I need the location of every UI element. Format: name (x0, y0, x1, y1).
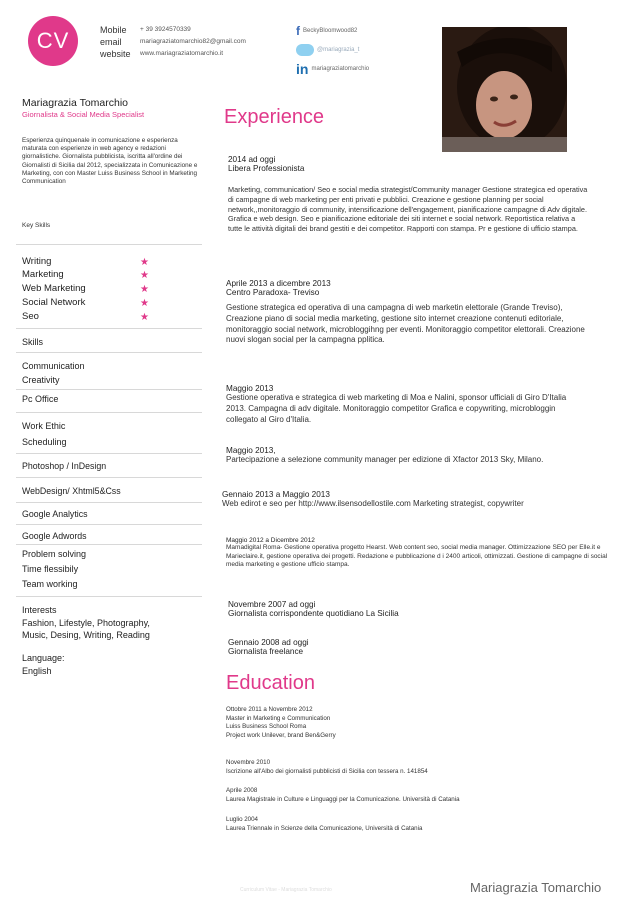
divider (16, 389, 202, 390)
job-role: Giornalista corrispondente quotidiano La Sicilia (228, 609, 399, 618)
language-value: English (22, 666, 52, 676)
contact-labels (100, 24, 131, 60)
divider (16, 477, 202, 478)
divider (16, 453, 202, 454)
skill-google-adwords: Google Adwords (22, 531, 87, 541)
education-item: Luglio 2004 Laurea Triennale in Scienze della Comunicazione, Università di Catania (226, 816, 423, 832)
job-date: 2014 ad oggi (228, 155, 276, 164)
cv-logo: CV (28, 16, 78, 66)
star-icon: ★ (140, 298, 149, 309)
job-date: Novembre 2007 ad oggi (228, 600, 316, 609)
key-skill-marketing: Marketing (22, 269, 64, 280)
job-entry-1 (228, 155, 588, 234)
divider (16, 544, 202, 545)
job-date: Gennaio 2008 ad oggi (228, 638, 309, 647)
job-desc: Web edirot e seo per http://www.ilsensodellostile.com Marketing strategist, copywriter (222, 499, 524, 508)
contact-email[interactable]: mariagraziatomarchio82@gmail.com (140, 38, 246, 45)
job-date: Maggio 2012 a Dicembre 2012 (226, 537, 315, 544)
contact-mobile: + 39 3924570339 (140, 26, 191, 33)
star-icon: ★ (140, 312, 149, 323)
job-date: Aprile 2013 a dicembre 2013 (226, 279, 331, 288)
job-entry-2 (226, 279, 596, 346)
skill-work-ethic: Work Ethic (22, 421, 66, 431)
divider (16, 524, 202, 525)
star-icon: ★ (140, 257, 149, 268)
skill-time-flexibility: Time flessibily (22, 564, 79, 574)
job-entry-6 (226, 537, 622, 570)
interests-text: Fashion, Lifestyle, Photography, Music, Desing, Writing, Reading (22, 618, 150, 640)
star-icon: ★ (140, 284, 149, 295)
linkedin-icon: in (296, 61, 309, 77)
skill-photoshop: Photoshop / InDesign (22, 461, 107, 471)
contact-website[interactable]: www.mariagraziatomarchio.it (140, 50, 224, 57)
key-skill-writing: Writing (22, 256, 52, 267)
profile-photo (442, 27, 567, 152)
skill-communication: Communication (22, 361, 85, 371)
facebook-link[interactable] (296, 22, 369, 40)
key-skill-social-network: Social Network (22, 297, 86, 308)
job-entry-5 (222, 490, 582, 510)
skill-creativity: Creativity (22, 375, 60, 385)
job-date: Maggio 2013 (226, 384, 274, 393)
job-entry-3 (226, 384, 586, 425)
job-entry-8 (228, 638, 588, 656)
job-date: Gennaio 2013 a Maggio 2013 (222, 490, 330, 499)
language-title: Language: (22, 653, 65, 663)
linkedin-link[interactable] (296, 60, 369, 78)
interests-title: Interests (22, 605, 57, 615)
star-icon: ★ (140, 270, 149, 281)
profile-role: Giornalista & Social Media Specialist (22, 110, 145, 119)
key-skills-title: Key Skills (22, 222, 51, 229)
job-desc: Partecipazione a selezione community manager per edizione di Xfactor 2013 Sky, Milano. (226, 455, 544, 464)
skill-pc-office: Pc Office (22, 394, 59, 404)
job-desc: Gestione operativa e strategica di web marketing di Moa e Nalini, sponsor ufficiali di Giro D'Italia 2013. Campagna di adv digitale. Monitoraggio competitor Grafica e copywriting, microbloggin collegato al Giro d'Italia. (226, 393, 567, 424)
divider (16, 596, 202, 597)
twitter-handle: @mariagrazia_t (317, 47, 360, 53)
skill-google-analytics: Google Analytics (22, 509, 88, 519)
divider (16, 328, 202, 329)
divider (16, 502, 202, 503)
skill-scheduling: Scheduling (22, 437, 67, 447)
job-desc: Mamadigital Roma- Gestione operativa progetto Hearst. Web content seo, social media manager. Ottimizzazione SEO per Elle.it e Marieclaire.it, gestione operativa dei progetti. Redazione e pubblicazione d i 2400 articoli, ottimizzati. Gestione di campagne di social media marketing e gestione ufficio stampa. (226, 544, 608, 569)
job-role: Centro Paradoxa- Treviso (226, 288, 320, 297)
twitter-link[interactable] (296, 40, 369, 60)
footer-name: Mariagrazia Tomarchio (470, 880, 602, 895)
key-skill-web-marketing: Web Marketing (22, 283, 86, 294)
job-desc: Marketing, communication/ Seo e social media strategist/Community manager Gestione strategica ed operativa di campagne di web marketing per enti privati e pubblici. Creazione e gestione planning per social network,,monitoraggio di community, intensificazione dell'engagement, pianificazione campagne di Adv digitale. Grafica e web design. Seo e pianificazione editoriale dei siti internet e social network. Reportistica relativa a tutte le attività digitali dei brand gestiti e dei competitor. Rapporti con stampa. Pr e gestione di ufficio stampa. (228, 185, 588, 234)
job-desc: Gestione strategica ed operativa di una campagna di web marketin elettorale (Grande Treviso), Creazione piano di social media marketing, gestione sito internet creazione contenuti editoriale, monitoraggio social network, microbloggihng per eventi. Monitoraggio competitor elettorali. Creazione nuovi slogan social per la campagna pplitica. (226, 303, 585, 345)
skill-problem-solving: Problem solving (22, 549, 87, 559)
job-role: Libera Professionista (228, 164, 305, 173)
skill-team-working: Team working (22, 579, 78, 589)
key-skill-seo: Seo (22, 311, 39, 322)
skills-title: Skills (22, 337, 44, 347)
job-role: Giornalista freelance (228, 647, 304, 656)
contact-label-email: email (100, 37, 122, 47)
job-entry-7 (228, 600, 588, 618)
contact-label-website: website (100, 49, 131, 59)
experience-heading: Experience (224, 106, 325, 128)
job-date: Maggio 2013, (226, 446, 276, 455)
divider (16, 244, 202, 245)
education-heading: Education (226, 672, 315, 694)
education-item: Novembre 2010 Iscrizione all'Albo dei giornalisti pubblicisti di Sicilia con tessera n. 141854 (226, 759, 428, 775)
social-links (296, 22, 369, 78)
profile-name: Mariagrazia Tomarchio (22, 97, 129, 109)
education-item: Ottobre 2011 a Novembre 2012 Master in Marketing e Communication Luiss Business School Roma Project work Unilever, brand Ben&Gerry (226, 706, 336, 739)
twitter-icon (296, 44, 314, 56)
profile-bio: Esperienza quinquenale in comunicazione e esperienza maturata con esperienze in web agency e redazioni giornalistiche. Giornalista pubblicista, iscritta all'ordine dei Giornalisti di Sicilia dal 2012, specializzata in Comunicazione e Marketing, con con Master Luiss Business School in Marketing Communication (22, 137, 198, 186)
skill-webdesign: WebDesign/ Xhtml5&Css (22, 486, 121, 496)
footer-faint-text: Curriculum Vitae - Mariagrazia Tomarchio (240, 887, 332, 893)
facebook-icon: f (296, 24, 300, 38)
divider (16, 352, 202, 353)
linkedin-handle: mariagraziatomarchio (311, 66, 370, 72)
facebook-handle: BeckyBloomwood82 (303, 28, 358, 34)
job-entry-4 (226, 446, 586, 466)
divider (16, 412, 202, 413)
contact-label-mobile: Mobile (100, 25, 127, 35)
contact-values (140, 24, 246, 60)
education-item: Aprile 2008 Laurea Magistrale in Culture e Linguaggi per la Comunicazione. Università di Catania (226, 787, 460, 803)
